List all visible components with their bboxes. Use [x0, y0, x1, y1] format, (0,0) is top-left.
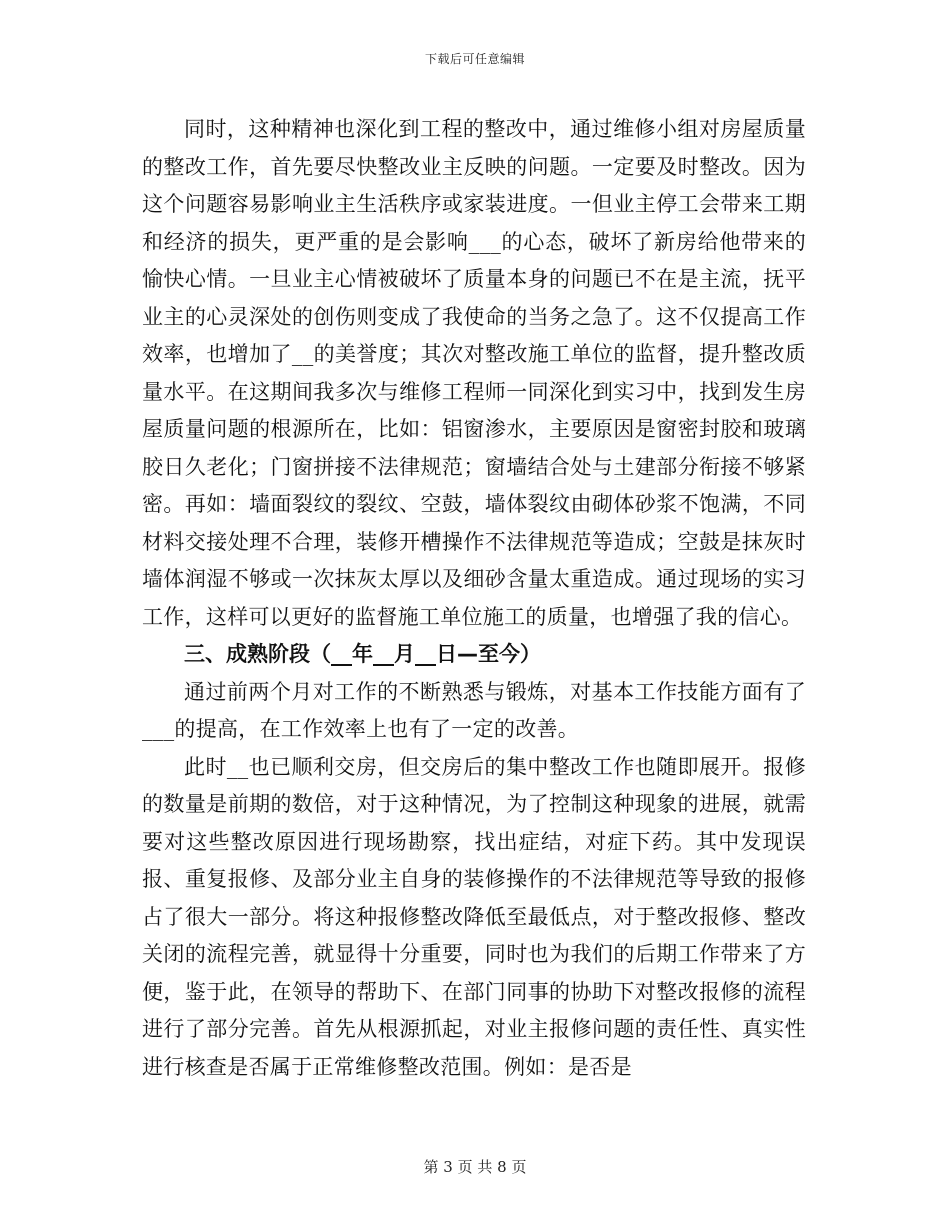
body-paragraph-1: 同时，这种精神也深化到工程的整改中，通过维修小组对房屋质量的整改工作，首先要尽快整改业主反映的问题。一定要及时整改。因为这个问题容易影响业主生活秩序或家装进度。一但业主停工会带来工期和经济的损失，更严重的是会影响___的心态，破坏了新房给他带来的愉快心情。一旦业主心情被破坏了质量本身的问题已不在是主流，抚平业主的心灵深处的创伤则变成了我使命的当务之急了。这不仅提高工作效率，也增加了__的美誉度；其次对整改施工单位的监督，提升整改质量水平。在这期间我多次与维修工程师一同深化到实习中，找到发生房屋质量问题的根源所在，比如：铝窗渗水，主要原因是窗密封胶和玻璃胶日久老化；门窗拼接不法律规范；窗墙结合处与土建部分衔接不够紧密。再如：墙面裂纹的裂纹、空鼓，墙体裂纹由砌体砂浆不饱满，不同材料交接处理不合理，装修开槽操作不法律规范等造成；空鼓是抹灰时墙体润湿不够或一次抹灰太厚以及细砂含量太重造成。通过现场的实习工作，这样可以更好的监督施工单位施工的质量，也增强了我的信心。 [142, 117, 806, 629]
body-paragraph-3: 此时__也已顺利交房，但交房后的集中整改工作也随即展开。报修的数量是前期的数倍，对于这种情况，为了控制这种现象的进展，就需要对这些整改原因进行现场勘察，找出症结，对症下药。其中发现误报、重复报修、及部分业主自身的装修操作的不法律规范等导致的报修占了很大一部分。将这种报修整改降低至最低点，对于整改报修、整改关闭的流程完善，就显得十分重要，同时也为我们的后期工作带来了方便，鉴于此，在领导的帮助下、在部门同事的协助下对整改报修的流程进行了部分完善。首先从根源抓起，对业主报修问题的责任性、真实性进行核查是否属于正常维修整改范围。例如：是否是 [142, 754, 806, 1079]
section-heading-3: 三、成熟阶段（__年__月__日—至今） [184, 642, 541, 666]
page-header: 下载后可任意编辑 [424, 52, 525, 66]
page-number-footer: 第 3 页 共 8 页 [423, 1158, 527, 1176]
body-paragraph-2: 通过前两个月对工作的不断熟悉与锻炼，对基本工作技能方面有了___的提高，在工作效率上也有了一定的改善。 [142, 679, 806, 741]
document-body [142, 111, 806, 1086]
